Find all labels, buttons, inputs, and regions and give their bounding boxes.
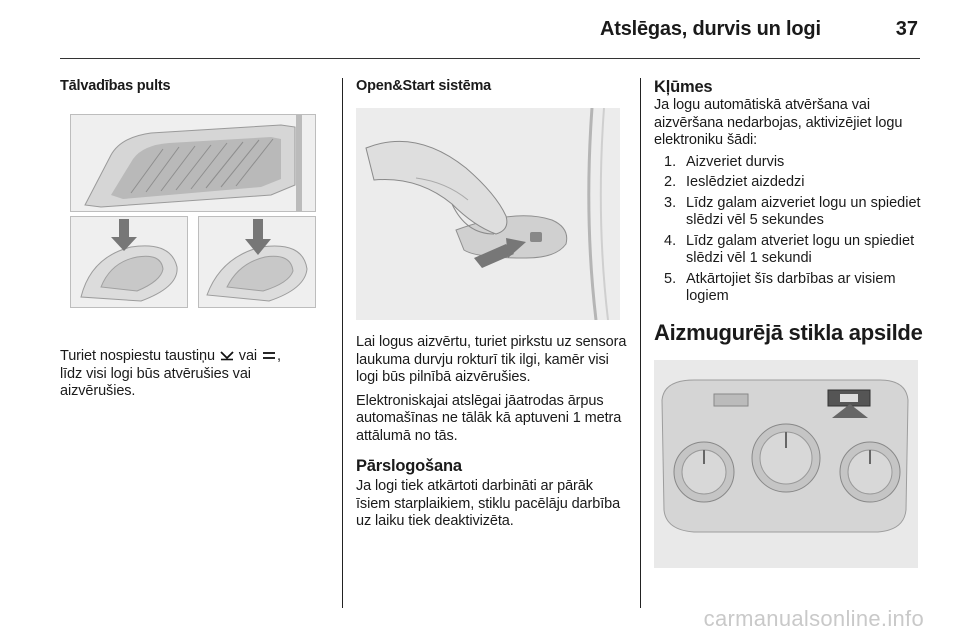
- section-heading-remote: Tālvadības pults: [60, 78, 171, 94]
- column-divider: [342, 78, 343, 608]
- step-text: Līdz galam aizveriet logu un spiediet slēdzi vēl 5 sekundes: [686, 194, 921, 228]
- step-number: 2.: [664, 174, 677, 190]
- step-number: 3.: [664, 194, 677, 211]
- list-item: [654, 233, 924, 268]
- section-heading-open-start: Open&Start sistēma: [356, 78, 491, 94]
- remote-text: Turiet nospiestu taustiņu: [60, 348, 219, 364]
- overload-heading: Pārslogošana: [356, 457, 462, 475]
- open-start-paragraph-2: Elektroniskajai atslēgai jāatrodas ārpus automašīnas ne tālāk kā aptuveni 1 metra attālumā no tās.: [356, 392, 622, 444]
- step-text: Aizveriet durvis: [686, 153, 785, 170]
- remote-text: vai: [234, 348, 261, 364]
- window-up-icon: [261, 350, 277, 361]
- faults-heading: Kļūmes: [654, 78, 713, 96]
- list-item: [654, 271, 924, 306]
- header-title: Atslēgas, durvis un logi: [600, 18, 821, 40]
- door-handle-illustration: [356, 108, 620, 320]
- climate-control-illustration: [654, 360, 918, 568]
- list-item: [654, 174, 924, 192]
- remote-text: ,: [276, 348, 281, 364]
- key-fob-illustration: [198, 216, 316, 308]
- key-fob-illustration: [70, 216, 188, 308]
- step-text: Atkārtojiet šīs darbības ar visiem logiem: [686, 270, 896, 304]
- faults-intro: Ja logu automātiskā atvēršana vai aizvēršana nedarbojas, aktivizējiet logu elektroniku šādi:: [654, 97, 903, 148]
- step-number: 4.: [664, 232, 677, 249]
- overload-paragraph: Ja logi tiek atkārtoti darbināti ar pārāk īsiem starplaikiem, stiklu pacēlāju darbība uz laiku tiek deaktivizēta.: [356, 478, 621, 529]
- list-item: [654, 195, 924, 230]
- step-number: 1.: [664, 153, 677, 170]
- page-number: 37: [895, 18, 918, 40]
- remote-instructions: [60, 348, 328, 401]
- watermark: carmanualsonline.info: [703, 606, 924, 631]
- column-open-start: [356, 78, 628, 531]
- column-remote-control: [60, 78, 328, 401]
- step-text: Līdz galam atveriet logu un spiediet slēdzi vēl 1 sekundi: [686, 232, 915, 266]
- column-divider: [640, 78, 641, 608]
- window-down-icon: [219, 350, 235, 361]
- step-text: Ieslēdziet aizdedzi: [686, 174, 805, 190]
- remote-control-figure: [60, 108, 324, 344]
- faults-steps-list: [654, 154, 924, 306]
- list-item: [654, 154, 924, 172]
- open-start-paragraph-1: Lai logus aizvērtu, turiet pirkstu uz sensora laukuma durvju rokturī tik ilgi, kamēr visi logi būs pilnībā aizvērušies.: [356, 334, 627, 385]
- remote-text: līdz visi logi būs atvērušies vai aizvērušies.: [60, 365, 251, 399]
- header-rule: [60, 58, 920, 59]
- step-number: 5.: [664, 270, 677, 287]
- window-illustration: [70, 114, 316, 212]
- column-faults: [654, 78, 924, 568]
- rear-window-heating-heading: Aizmugurējā stikla apsilde: [654, 319, 923, 345]
